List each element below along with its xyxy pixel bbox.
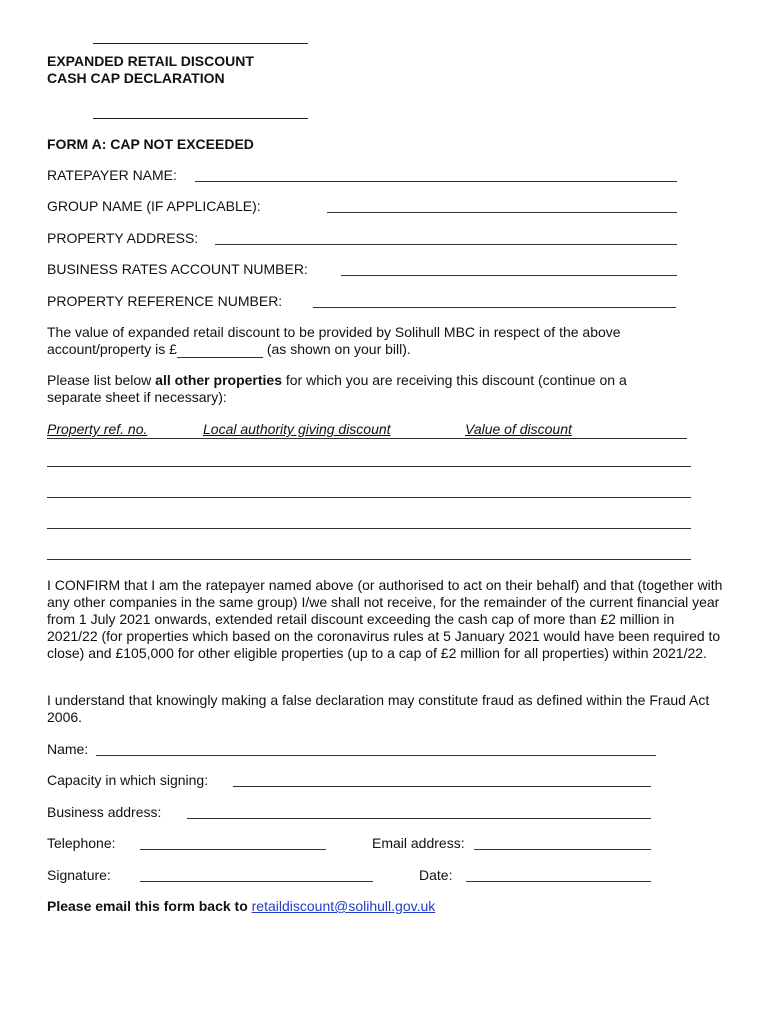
value-text-line1: The value of expanded retail discount to be provided by Solihull MBC in respect of the above	[47, 324, 621, 340]
account-number-label: BUSINESS RATES ACCOUNT NUMBER:	[47, 261, 308, 277]
table-row[interactable]	[47, 452, 691, 467]
reference-number-field[interactable]	[313, 293, 676, 308]
property-table-header	[47, 421, 687, 439]
reference-number-label: PROPERTY REFERENCE NUMBER:	[47, 293, 283, 309]
header-bottom-rule	[93, 118, 308, 119]
confirm-paragraph: I CONFIRM that I am the ratepayer named above (or authorised to act on their behalf) and that (together with any other companies in the same group) I/we shall not receive, for the remainder of the current financial year from 1 July 2021 onwards, extended retail discount exceeding the cash cap of more than £2 million in 2021/22 (for properties which based on the coronavirus rules at 5 January 2021 would have been required to close) and £105,000 for other eligible properties (up to a cap of £2 million for all properties) within 2021/22.	[47, 577, 723, 661]
table-row[interactable]	[47, 545, 691, 560]
signature-field[interactable]	[140, 867, 373, 882]
business-address-field[interactable]	[187, 804, 651, 819]
table-row[interactable]	[47, 483, 691, 498]
list-text-prefix: Please list below	[47, 372, 156, 388]
name-field[interactable]	[96, 741, 656, 756]
telephone-label: Telephone:	[47, 835, 116, 851]
value-text-suffix: (as shown on your bill).	[266, 341, 411, 357]
discount-value-field[interactable]	[177, 344, 263, 358]
ratepayer-name-label: RATEPAYER NAME:	[47, 167, 177, 183]
form-heading: FORM A: CAP NOT EXCEEDED	[47, 136, 254, 152]
footer-instruction	[47, 898, 435, 915]
capacity-label: Capacity in which signing:	[47, 772, 209, 788]
account-number-field[interactable]	[341, 261, 677, 276]
email-label: Email address:	[372, 835, 465, 851]
property-address-field[interactable]	[215, 230, 677, 245]
value-text-line2	[47, 341, 411, 358]
form-title-line1: EXPANDED RETAIL DISCOUNT	[47, 53, 254, 69]
list-text-bold: all other properties	[155, 372, 282, 388]
header-property-ref: Property ref. no.	[47, 421, 148, 437]
fraud-paragraph: I understand that knowingly making a false declaration may constitute fraud as defined within the Fraud Act 2006.	[47, 692, 710, 725]
list-text-line2: separate sheet if necessary):	[47, 389, 227, 405]
value-text-prefix: account/property is £	[47, 341, 177, 357]
group-name-field[interactable]	[327, 198, 677, 213]
table-row[interactable]	[47, 514, 691, 529]
date-field[interactable]	[466, 867, 651, 882]
ratepayer-name-field[interactable]	[195, 167, 677, 182]
form-title-line2: CASH CAP DECLARATION	[47, 70, 225, 86]
property-address-label: PROPERTY ADDRESS:	[47, 230, 199, 246]
header-local-authority: Local authority giving discount	[203, 421, 391, 437]
date-label: Date:	[419, 867, 453, 883]
capacity-field[interactable]	[233, 772, 651, 787]
header-top-rule	[93, 43, 308, 44]
email-field[interactable]	[474, 835, 651, 850]
email-link[interactable]: retaildiscount@solihull.gov.uk	[251, 898, 436, 914]
signature-label: Signature:	[47, 867, 111, 883]
header-value-discount: Value of discount	[465, 421, 572, 437]
list-text-line1	[47, 372, 627, 389]
business-address-label: Business address:	[47, 804, 162, 820]
name-label: Name:	[47, 741, 89, 757]
telephone-field[interactable]	[140, 835, 326, 850]
group-name-label: GROUP NAME (IF APPLICABLE):	[47, 198, 261, 214]
list-text-suffix: for which you are receiving this discount (continue on a	[281, 372, 627, 388]
footer-text: Please email this form back to	[47, 898, 252, 914]
